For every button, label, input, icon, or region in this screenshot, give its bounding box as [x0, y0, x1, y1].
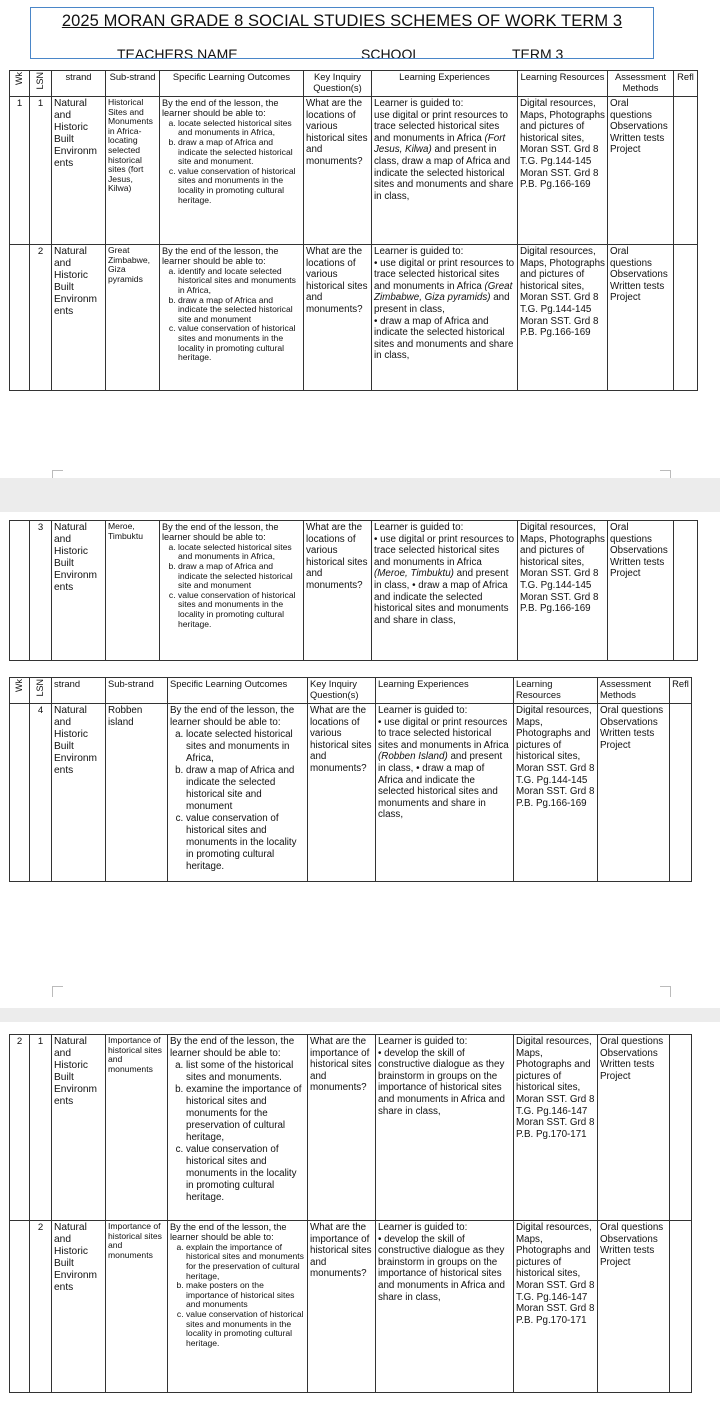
- lr-cell: Digital resources, Maps, Photographs and pictures of historical sites, Moran SST. Grd 8 T.G. Pg.144-145 Moran SST. Grd 8 P.B. Pg.166-169: [518, 97, 608, 245]
- le-cell: Learner is guided to: • develop the skill of constructive dialogue as they brainstorm in groups on the importance of historical sites and monuments in Africa and share in class,: [376, 1035, 514, 1221]
- table-row: [10, 245, 698, 391]
- col-am: Assessment Methods: [608, 71, 674, 97]
- slo-intro: By the end of the lesson, the learner should be able to:: [162, 522, 279, 543]
- le-sites: (Fort Jesus, Kilwa): [374, 132, 506, 156]
- lsn-cell: 2: [30, 1221, 52, 1393]
- le-text: draw a map of Africa and indicate the selected historical sites and monuments and share in class,: [374, 579, 509, 626]
- am-cell: Oral questions Observations Written tests Project: [608, 245, 674, 391]
- slo-item: b. examine the importance of historical sites and monuments for the preservation of cultural heritage,: [186, 1084, 305, 1144]
- kiq-cell: What are the importance of historical sites and monuments?: [308, 1035, 376, 1221]
- le-text: develop the skill of constructive dialogue as they brainstorm in groups on the importance of historical sites and monuments in Africa and share in class,: [378, 1233, 505, 1303]
- am-cell: Oral questions Observations Written tests Project: [598, 704, 670, 882]
- refl-cell: [674, 97, 698, 245]
- lsn-cell: 4: [30, 704, 52, 882]
- wk-cell: [10, 245, 30, 391]
- scheme-table-3: [9, 677, 692, 882]
- page-1: [0, 0, 720, 478]
- school-label: SCHOOL: [361, 46, 421, 58]
- slo-cell: [168, 704, 308, 882]
- teachers-name-label: TEACHERS NAME: [117, 46, 238, 58]
- term-label: TERM 3: [512, 46, 564, 58]
- page-corner-mark: [52, 470, 63, 478]
- header-row: [10, 71, 698, 97]
- scheme-table-4: [9, 1034, 692, 1393]
- lsn-cell: 1: [30, 1035, 52, 1221]
- strand-cell: Natural and Historic Built Environm ents: [52, 245, 106, 391]
- slo-cell: [160, 97, 304, 245]
- substrand-cell: Importance of historical sites and monuments: [106, 1035, 168, 1221]
- col-lsn: LSN: [35, 679, 46, 697]
- am-cell: Oral questions Observations Written tests Project: [598, 1035, 670, 1221]
- lr-cell: Digital resources, Maps, Photographs and pictures of historical sites, Moran SST. Grd 8 T.G. Pg.146-147 Moran SST. Grd 8 P.B. Pg.170-171: [514, 1221, 598, 1393]
- slo-item: b. draw a map of Africa and indicate the selected historical site and monument.: [178, 138, 301, 167]
- le-sites: (Great Zimbabwe, Giza pyramids): [374, 280, 513, 304]
- document-title: 2025 MORAN GRADE 8 SOCIAL STUDIES SCHEMES OF WORK TERM 3: [61, 12, 623, 30]
- refl-cell: [674, 521, 698, 661]
- table-row: [10, 97, 698, 245]
- col-refl: Refl: [670, 678, 692, 704]
- am-cell: Oral questions Observations Written tests Project: [598, 1221, 670, 1393]
- substrand-cell: Historical Sites and Monuments in Africa- locating selected historical sites (fort Jesus, Kilwa): [106, 97, 160, 245]
- wk-cell: 1: [10, 97, 30, 245]
- slo-item: a. locate selected historical sites and monuments in Africa,: [178, 543, 301, 562]
- slo-item: a. identify and locate selected historical sites and monuments in Africa,: [178, 267, 301, 296]
- page-corner-mark: [660, 470, 671, 478]
- le-intro: Learner is guided to:: [374, 98, 464, 109]
- col-am: Assessment Methods: [598, 678, 670, 704]
- page-2: [0, 512, 720, 1008]
- slo-item: a. locate selected historical sites and monuments in Africa,: [186, 729, 305, 765]
- strand-cell: Natural and Historic Built Environm ents: [52, 704, 106, 882]
- wk-cell: [10, 704, 30, 882]
- am-cell: Oral questions Observations Written tests Project: [608, 521, 674, 661]
- slo-intro: By the end of the lesson, the learner should be able to:: [170, 705, 295, 728]
- slo-item: b. draw a map of Africa and indicate the selected historical site and monument: [178, 296, 301, 325]
- slo-item: b. make posters on the importance of historical sites and monuments: [186, 1281, 305, 1310]
- am-cell: Oral questions Observations Written tests Project: [608, 97, 674, 245]
- le-text: draw a map of Africa and indicate the selected historical sites and monuments and share in class,: [374, 155, 514, 202]
- le-text: draw a map of Africa and indicate the selected historical sites and monuments and share in class,: [374, 315, 514, 362]
- le-text: and present in class,: [374, 144, 497, 167]
- le-cell: Learner is guided to: • use digital or print resources to trace selected historical sites and monuments in Africa (Meroe, Timbuktu) and present in class, • draw a map of Africa and indicate the selected historical sites and monuments and share in class,: [372, 521, 518, 661]
- refl-cell: [670, 1221, 692, 1393]
- slo-intro: By the end of the lesson, the learner should be able to:: [162, 246, 279, 267]
- kiq-cell: What are the locations of various historical sites and monuments?: [308, 704, 376, 882]
- slo-item: c. value conservation of historical sites and monuments in the locality in promoting cultural heritage.: [186, 813, 305, 873]
- scheme-table-2: [9, 520, 698, 661]
- col-slo: Specific Learning Outcomes: [160, 71, 304, 97]
- le-text: and present in class,: [374, 292, 510, 315]
- le-text: develop the skill of constructive dialogue as they brainstorm in groups on the importance of historical sites and monuments in Africa and share in class,: [378, 1047, 505, 1117]
- table-row: [10, 704, 692, 882]
- le-cell: Learner is guided to: • develop the skill of constructive dialogue as they brainstorm in groups on the importance of historical sites and monuments in Africa and share in class,: [376, 1221, 514, 1393]
- slo-item: c. value conservation of historical sites and monuments in the locality in promoting cultural heritage.: [186, 1144, 305, 1204]
- le-text: draw a map of Africa and indicate the selected historical sites and monuments and share in class,: [378, 762, 498, 821]
- substrand-cell: Robben island: [106, 704, 168, 882]
- wk-cell: [10, 1221, 30, 1393]
- le-intro: Learner is guided to:: [378, 1222, 468, 1233]
- slo-item: c. value conservation of historical sites and monuments in the locality in promoting cultural heritage.: [178, 324, 301, 362]
- slo-item: a. locate selected historical sites and monuments in Africa,: [178, 119, 301, 138]
- col-strand: strand: [52, 71, 106, 97]
- strand-cell: Natural and Historic Built Environm ents: [52, 1221, 106, 1393]
- slo-item: c. value conservation of historical sites and monuments in the locality in promoting cultural heritage.: [178, 167, 301, 205]
- strand-cell: Natural and Historic Built Environm ents: [52, 1035, 106, 1221]
- col-wk: Wk: [14, 679, 25, 692]
- col-refl: Refl: [674, 71, 698, 97]
- slo-intro: By the end of the lesson, the learner should be able to:: [162, 98, 279, 119]
- le-text: and present in class,: [374, 568, 509, 591]
- col-substrand: Sub-strand: [106, 678, 168, 704]
- slo-intro: By the end of the lesson, the learner should be able to:: [170, 1222, 287, 1243]
- lsn-cell: 3: [30, 521, 52, 661]
- title-box: [30, 7, 654, 59]
- strand-cell: Natural and Historic Built Environm ents: [52, 97, 106, 245]
- refl-cell: [670, 1035, 692, 1221]
- lsn-cell: 1: [30, 97, 52, 245]
- lsn-cell: 2: [30, 245, 52, 391]
- col-substrand: Sub-strand: [106, 71, 160, 97]
- slo-intro: By the end of the lesson, the learner should be able to:: [170, 1036, 295, 1059]
- strand-cell: Natural and Historic Built Environm ents: [52, 521, 106, 661]
- le-intro: Learner is guided to:: [374, 522, 464, 533]
- lr-cell: Digital resources, Maps, Photographs and pictures of historical sites, Moran SST. Grd 8 T.G. Pg.146-147 Moran SST. Grd 8 P.B. Pg.170-171: [514, 1035, 598, 1221]
- col-lr: Learning Resources: [514, 678, 598, 704]
- col-strand: strand: [52, 678, 106, 704]
- scheme-table-1: [9, 70, 698, 391]
- substrand-cell: Importance of historical sites and monuments: [106, 1221, 168, 1393]
- wk-cell: [10, 521, 30, 661]
- le-text: use digital or print resources to trace selected historical sites and monuments in Africa: [374, 257, 515, 292]
- le-sites: (Robben Island): [378, 751, 448, 763]
- col-le: Learning Experiences: [372, 71, 518, 97]
- col-le: Learning Experiences: [376, 678, 514, 704]
- slo-cell: [160, 245, 304, 391]
- slo-item: b. draw a map of Africa and indicate the selected historical site and monument: [186, 765, 305, 813]
- substrand-cell: Meroe, Timbuktu: [106, 521, 160, 661]
- slo-item: c. value conservation of historical sites and monuments in the locality in promoting cultural heritage.: [178, 591, 301, 629]
- slo-item: c. value conservation of historical sites and monuments in the locality in promoting cultural heritage.: [186, 1310, 305, 1348]
- lr-cell: Digital resources, Maps, Photographs and pictures of historical sites, Moran SST. Grd 8 T.G. Pg.144-145 Moran SST. Grd 8 P.B. Pg.166-169: [514, 704, 598, 882]
- col-slo: Specific Learning Outcomes: [168, 678, 308, 704]
- slo-item: a. explain the importance of historical sites and monuments for the preservation of cultural heritage,: [186, 1243, 305, 1281]
- slo-cell: [168, 1035, 308, 1221]
- le-intro: Learner is guided to:: [374, 246, 464, 257]
- table-row: [10, 1221, 692, 1393]
- slo-item: a. list some of the historical sites and monuments.: [186, 1060, 305, 1084]
- page-corner-mark: [52, 986, 63, 997]
- le-text: use digital or print resources to trace selected historical sites and monuments in Africa: [374, 533, 515, 568]
- refl-cell: [674, 245, 698, 391]
- kiq-cell: What are the locations of various historical sites and monuments?: [304, 521, 372, 661]
- le-cell: Learner is guided to: • use digital or print resources to trace selected historical sites and monuments in Africa (Robben Island) and present in class, • draw a map of Africa and indicate the selected historical sites and monuments and share in class,: [376, 704, 514, 882]
- col-lr: Learning Resources: [518, 71, 608, 97]
- page-corner-mark: [660, 986, 671, 997]
- refl-cell: [670, 704, 692, 882]
- substrand-cell: Great Zimbabwe, Giza pyramids: [106, 245, 160, 391]
- col-lsn: LSN: [35, 72, 46, 90]
- wk-cell: 2: [10, 1035, 30, 1221]
- le-intro: Learner is guided to:: [378, 705, 468, 716]
- le-cell: Learner is guided to: • use digital or print resources to trace selected historical sites and monuments in Africa (Great Zimbabwe, Giza pyramids) and present in class, • draw a map of Africa and indicate the selected historical sites and monuments and share in class,: [372, 245, 518, 391]
- lr-cell: Digital resources, Maps, Photographs and pictures of historical sites, Moran SST. Grd 8 T.G. Pg.144-145 Moran SST. Grd 8 P.B. Pg.166-169: [518, 245, 608, 391]
- le-intro: Learner is guided to:: [378, 1036, 468, 1047]
- le-text: and present in class,: [378, 751, 503, 774]
- le-text: use digital or print resources to trace selected historical sites and monuments in Africa: [374, 109, 508, 144]
- table-row: [10, 521, 698, 661]
- kiq-cell: What are the locations of various historical sites and monuments?: [304, 97, 372, 245]
- le-sites: (Meroe, Timbuktu): [374, 568, 454, 580]
- page-3: [0, 1022, 720, 1403]
- header-row: [10, 678, 692, 704]
- slo-cell: [160, 521, 304, 661]
- le-text: use digital or print resources to trace selected historical sites and monuments in Africa: [378, 716, 509, 751]
- table-row: [10, 1035, 692, 1221]
- slo-cell: [168, 1221, 308, 1393]
- lr-cell: Digital resources, Maps, Photographs and pictures of historical sites, Moran SST. Grd 8 T.G. Pg.144-145 Moran SST. Grd 8 P.B. Pg.166-169: [518, 521, 608, 661]
- le-cell: [372, 97, 518, 245]
- col-kiq: Key Inquiry Question(s): [304, 71, 372, 97]
- col-kiq: Key Inquiry Question(s): [308, 678, 376, 704]
- col-wk: Wk: [14, 72, 25, 85]
- kiq-cell: What are the importance of historical sites and monuments?: [308, 1221, 376, 1393]
- slo-item: b. draw a map of Africa and indicate the selected historical site and monument: [178, 562, 301, 591]
- kiq-cell: What are the locations of various historical sites and monuments?: [304, 245, 372, 391]
